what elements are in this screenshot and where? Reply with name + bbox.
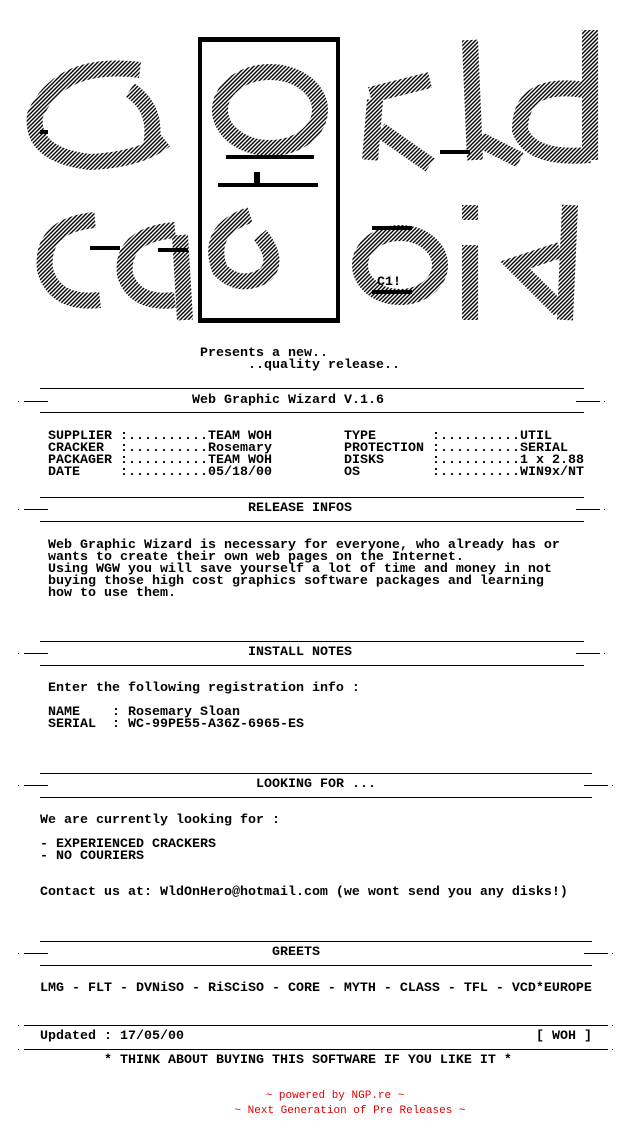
greets-line: LMG - FLT - DVNiSO - RiSCiSO - CORE - MYTH - CLASS - TFL - VCD*EUROPE — [40, 981, 592, 996]
greets-title: GREETS — [272, 945, 320, 960]
install-name: NAME : Rosemary Sloan — [48, 705, 240, 720]
release-title: Web Graphic Wizard V.1.6 — [192, 393, 384, 408]
release-infos-line: buying those high cost graphics software packages and learning — [48, 574, 544, 589]
slogan: * THINK ABOUT BUYING THIS SOFTWARE IF YOU LIKE IT * — [104, 1053, 512, 1068]
install-serial: SERIAL : WC-99PE55-A36Z-6965-ES — [48, 717, 304, 732]
info-date: DATE :..........05/18/00 — [48, 465, 272, 480]
looking-item: - NO COURIERS — [40, 849, 144, 864]
install-intro: Enter the following registration info : — [48, 681, 360, 696]
release-infos-line: wants to create their own web pages on the Internet. — [48, 550, 464, 565]
looking-intro: We are currently looking for : — [40, 813, 280, 828]
release-infos-line: Using WGW you will save yourself a lot of time and money in not — [48, 562, 552, 577]
intro-line-2: ..quality release.. — [248, 358, 400, 373]
install-title: INSTALL NOTES — [248, 645, 352, 660]
ngp-tagline: ~ Next Generation of Pre Releases ~ — [234, 1105, 466, 1117]
group-tag: [ WOH ] — [536, 1029, 592, 1044]
release-infos-line: Web Graphic Wizard is necessary for everyone, who already has or — [48, 538, 560, 553]
info-supplier: SUPPLIER :..........TEAM WOH — [48, 429, 272, 444]
looking-title: LOOKING FOR ... — [256, 777, 376, 792]
updated-date: Updated : 17/05/00 — [40, 1029, 184, 1044]
powered-by-link[interactable]: ~ powered by NGP.re ~ — [265, 1090, 405, 1102]
looking-item: - EXPERIENCED CRACKERS — [40, 837, 216, 852]
contact-line: Contact us at: WldOnHero@hotmail.com (we wont send you any disks!) — [40, 885, 568, 900]
info-protection: PROTECTION :..........SERIAL — [344, 441, 568, 456]
logo-tag: C1! — [377, 275, 401, 290]
release-infos-title: RELEASE INFOS — [248, 501, 352, 516]
release-infos-line: how to use them. — [48, 586, 176, 601]
info-type: TYPE :..........UTIL — [344, 429, 552, 444]
info-cracker: CRACKER :..........Rosemary — [48, 441, 272, 456]
ascii-logo-art — [0, 20, 640, 340]
info-disks: DISKS :..........1 x 2.88 — [344, 453, 584, 468]
intro-line-1: Presents a new.. — [200, 346, 328, 361]
info-os: OS :..........WIN9x/NT — [344, 465, 584, 480]
info-packager: PACKAGER :..........TEAM WOH — [48, 453, 272, 468]
